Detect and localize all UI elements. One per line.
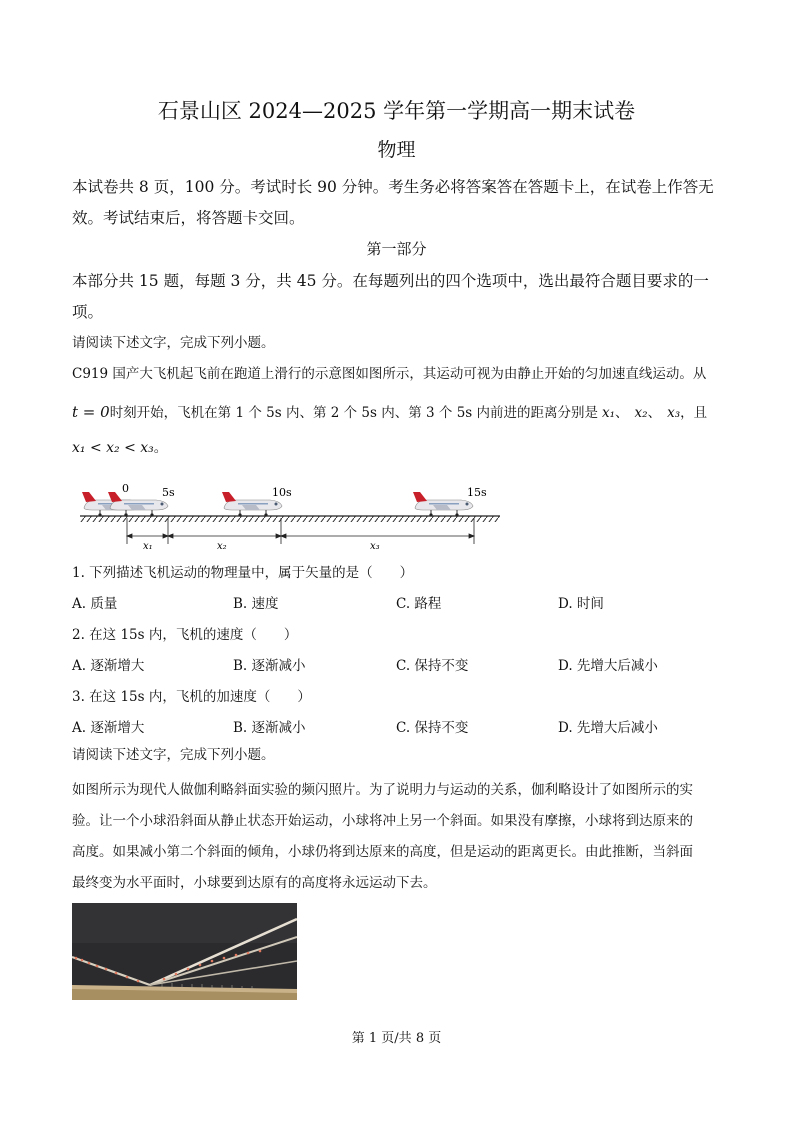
group2-lead: 请阅读下述文字，完成下列小题。	[72, 747, 275, 763]
group2-line-3: 高度。如果减小第二个斜面的倾角，小球仍将到达原来的高度，但是运动的距离更长。由此推断，当斜面	[72, 844, 693, 860]
instructions	[72, 172, 724, 234]
group1-lead: 请阅读下述文字，完成下列小题。	[72, 335, 275, 351]
time-label-15s: 15s	[467, 486, 487, 499]
instructions-line-2: 效。考试结束后，将答题卡交回。	[72, 209, 305, 227]
group1-text-line-3	[72, 433, 724, 464]
incline-photo	[72, 903, 297, 1000]
plane-icon-t5	[108, 492, 168, 517]
part-heading: 第一部分	[366, 240, 427, 258]
question-2-stem: 2. 在这 15s 内，飞机的速度（ ）	[72, 627, 298, 643]
page-title: 石景山区 2024—2025 学年第一学期高一期末试卷	[157, 99, 636, 123]
q3-option-c[interactable]: C. 保持不变	[396, 720, 469, 736]
q1-option-b[interactable]: B. 速度	[233, 596, 279, 612]
part-description-line-1: 本部分共 15 题，每题 3 分，共 45 分。在每题列出的四个选项中，选出最符合题目要求的一	[72, 272, 709, 290]
page-footer: 第 1 页/共 8 页	[351, 1031, 442, 1046]
t-equals-zero: t = 0	[72, 403, 110, 421]
line2-end: ，且	[680, 405, 708, 421]
group1-text-line-1: C919 国产大飞机起飞前在跑道上滑行的示意图如图所示，其运动可视为由静止开始的匀加速直线运动。从	[72, 366, 707, 382]
plane-icon-t15	[413, 492, 473, 517]
group2-line-2: 验。让一个小球沿斜面从静止状态开始运动，小球将冲上另一个斜面。如果没有摩擦，小球将到达原来的	[72, 813, 693, 829]
line2-text: 时刻开始，飞机在第 1 个 5s 内、第 2 个 5s 内、第 3 个 5s 内前进的距离分别是	[109, 405, 599, 421]
distance-arrows	[127, 534, 474, 538]
group1-text-line-2	[72, 397, 724, 429]
time-label-10s: 10s	[272, 486, 292, 499]
q2-option-d[interactable]: D. 先增大后减小	[558, 658, 658, 674]
distance-label-x3: x₃	[370, 541, 380, 552]
instructions-line-1: 本试卷共 8 页，100 分。考试时长 90 分钟。考生务必将答案答在答题卡上，在试卷上作答无	[72, 178, 714, 196]
distance-label-x1: x₁	[143, 541, 153, 552]
question-3-stem: 3. 在这 15s 内，飞机的加速度（ ）	[72, 689, 311, 705]
distance-label-x2: x₂	[217, 541, 227, 552]
x2-symbol: x₂	[634, 405, 648, 421]
runway-hatch	[80, 516, 500, 522]
q2-option-a[interactable]: A. 逐渐增大	[72, 658, 145, 674]
group2-text	[72, 775, 724, 899]
q3-option-a[interactable]: A. 逐渐增大	[72, 720, 145, 736]
group1-text	[72, 359, 724, 464]
q1-option-d[interactable]: D. 时间	[558, 596, 604, 612]
subject-title: 物理	[377, 139, 416, 161]
q2-option-b[interactable]: B. 逐渐减小	[233, 658, 306, 674]
part-description	[72, 266, 724, 328]
sep-2: 、	[647, 405, 662, 421]
time-label-0: 0	[122, 482, 129, 495]
inequality-formula: x₁ < x₂ < x₃	[72, 440, 154, 456]
q2-option-c[interactable]: C. 保持不变	[396, 658, 469, 674]
question-1-stem: 1. 下列描述飞机运动的物理量中，属于矢量的是（ ）	[72, 565, 414, 581]
part-description-line-2: 项。	[72, 303, 104, 321]
time-label-5s: 5s	[162, 486, 175, 499]
q3-option-b[interactable]: B. 逐渐减小	[233, 720, 306, 736]
group2-line-1: 如图所示为现代人做伽利略斜面实验的频闪照片。为了说明力与运动的关系，伽利略设计了如图所示的实	[72, 782, 693, 798]
q1-option-a[interactable]: A. 质量	[72, 596, 118, 612]
group2-line-4: 最终变为水平面时，小球要到达原有的高度将永远运动下去。	[72, 875, 437, 891]
incline-photo-graphic	[72, 903, 297, 1000]
runway-figure	[78, 478, 503, 553]
x3-symbol: x₃	[667, 405, 681, 421]
q3-option-d[interactable]: D. 先增大后减小	[558, 720, 658, 736]
x1-symbol: x₁	[602, 405, 616, 421]
sep-1: 、	[615, 405, 629, 421]
q1-option-c[interactable]: C. 路程	[396, 596, 442, 612]
line3-end: 。	[153, 440, 168, 456]
